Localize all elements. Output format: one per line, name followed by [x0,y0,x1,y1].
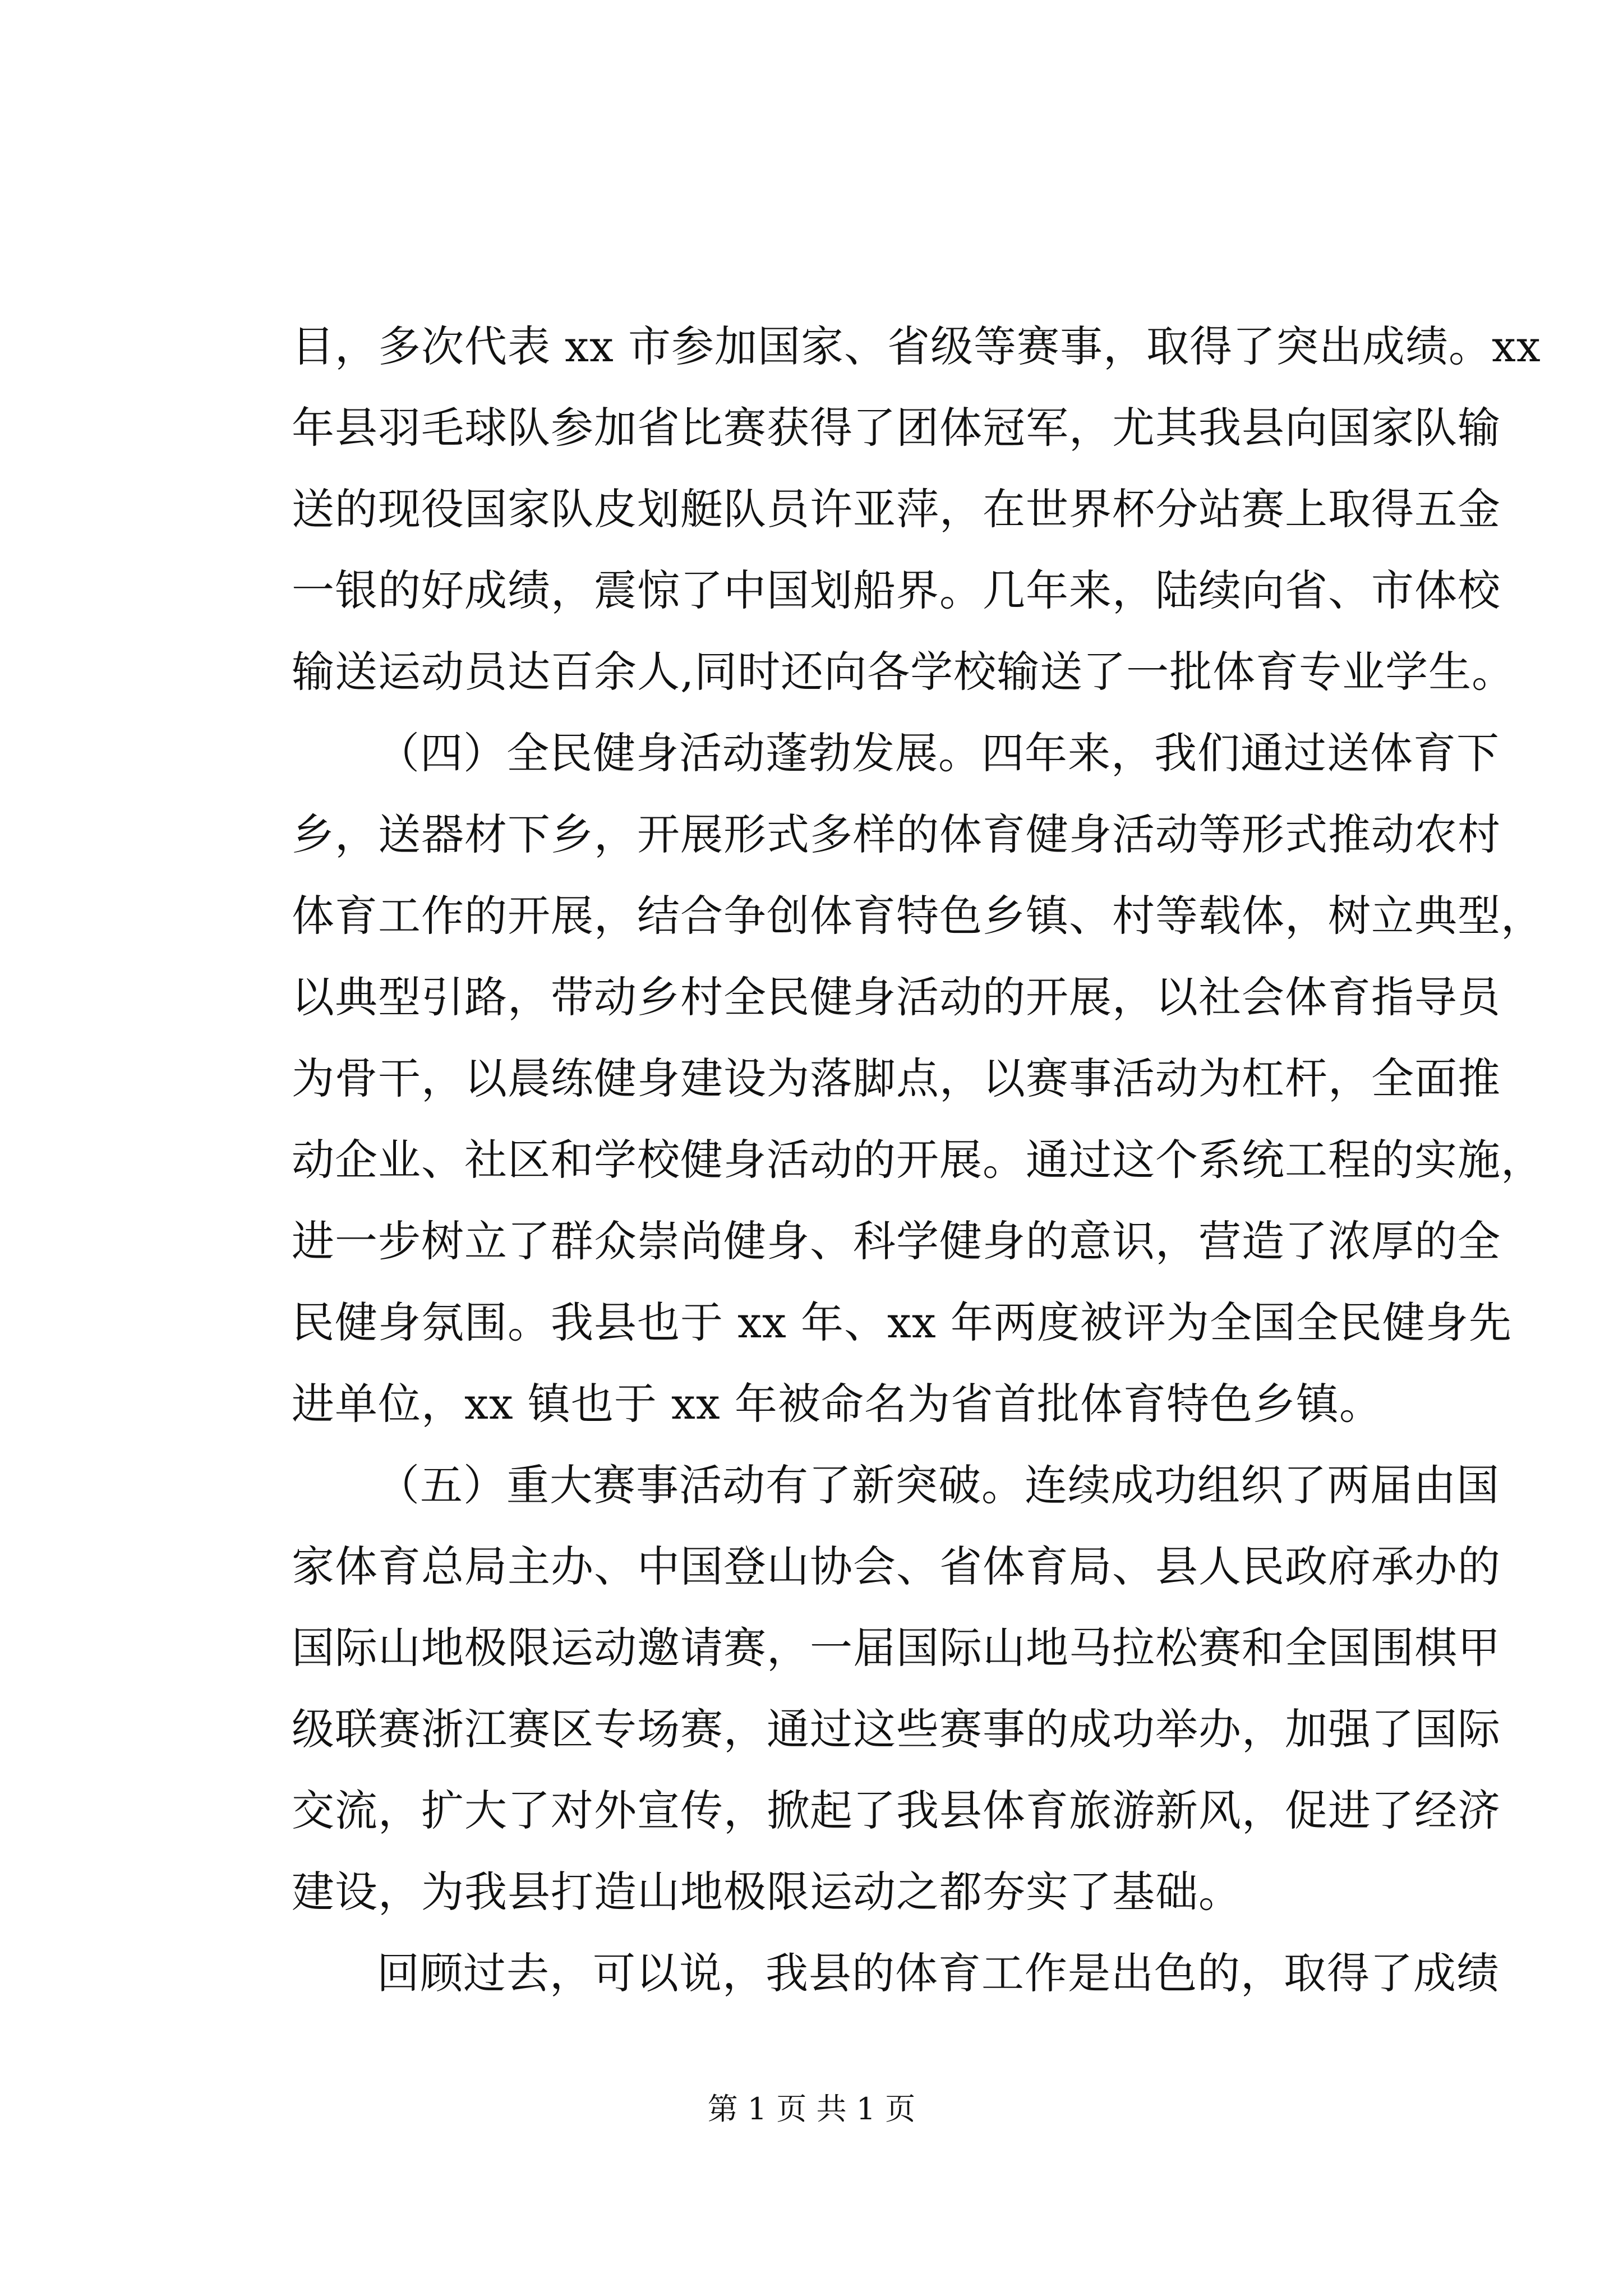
text-line: 年县羽毛球队参加省比赛获得了团体冠军，尤其我县向国家队输 [292,403,1501,453]
text-line: 为骨干，以晨练健身建设为落脚点，以赛事活动为杠杆，全面推 [292,1053,1501,1103]
text-line: 民健身氛围。我县也于 xx 年、xx 年两度被评为全国全民健身先 [292,1297,1512,1347]
text-line: 乡，送器材下乡，开展形式多样的体育健身活动等形式推动农村 [292,809,1501,859]
text-line: 以典型引路，带动乡村全民健身活动的开展，以社会体育指导员 [292,972,1501,1022]
page-footer: 第 1 页 共 1 页 [707,2091,916,2127]
text-line: 体育工作的开展，结合争创体育特色乡镇、村等载体，树立典型， [292,891,1544,941]
text-line: 动企业、社区和学校健身活动的开展。通过这个系统工程的实施， [292,1135,1544,1185]
text-line: 建设，为我县打造山地极限运动之都夯实了基础。 [292,1867,1242,1917]
text-line: 家体育总局主办、中国登山协会、省体育局、县人民政府承办的 [292,1542,1501,1591]
text-line: 进单位，xx 镇也于 xx 年被命名为省首批体育特色乡镇。 [292,1379,1382,1429]
text-line: 回顾过去，可以说，我县的体育工作是出色的，取得了成绩 [377,1948,1500,1998]
text-line: 交流，扩大了对外宣传，掀起了我县体育旅游新风，促进了经济 [292,1786,1501,1835]
text-line: 进一步树立了群众崇尚健身、科学健身的意识，营造了浓厚的全 [292,1216,1501,1266]
text-line: 送的现役国家队皮划艇队员许亚萍，在世界杯分站赛上取得五金 [292,484,1501,534]
text-line: 级联赛浙江赛区专场赛，通过这些赛事的成功举办，加强了国际 [292,1704,1501,1754]
text-line: 输送运动员达百余人,同时还向各学校输送了一批体育专业学生。 [292,647,1515,697]
text-line: 一银的好成绩，震惊了中国划船界。几年来，陆续向省、市体校 [292,565,1501,615]
text-line: 国际山地极限运动邀请赛，一届国际山地马拉松赛和全国围棋甲 [292,1623,1501,1673]
text-line: 目，多次代表 xx 市参加国家、省级等赛事，取得了突出成绩。xx [292,321,1541,371]
document-body [292,306,1544,2014]
text-line: （五）重大赛事活动有了新突破。连续成功组织了两届由国 [377,1460,1500,1510]
text-line: （四）全民健身活动蓬勃发展。四年来，我们通过送体育下 [377,728,1500,778]
